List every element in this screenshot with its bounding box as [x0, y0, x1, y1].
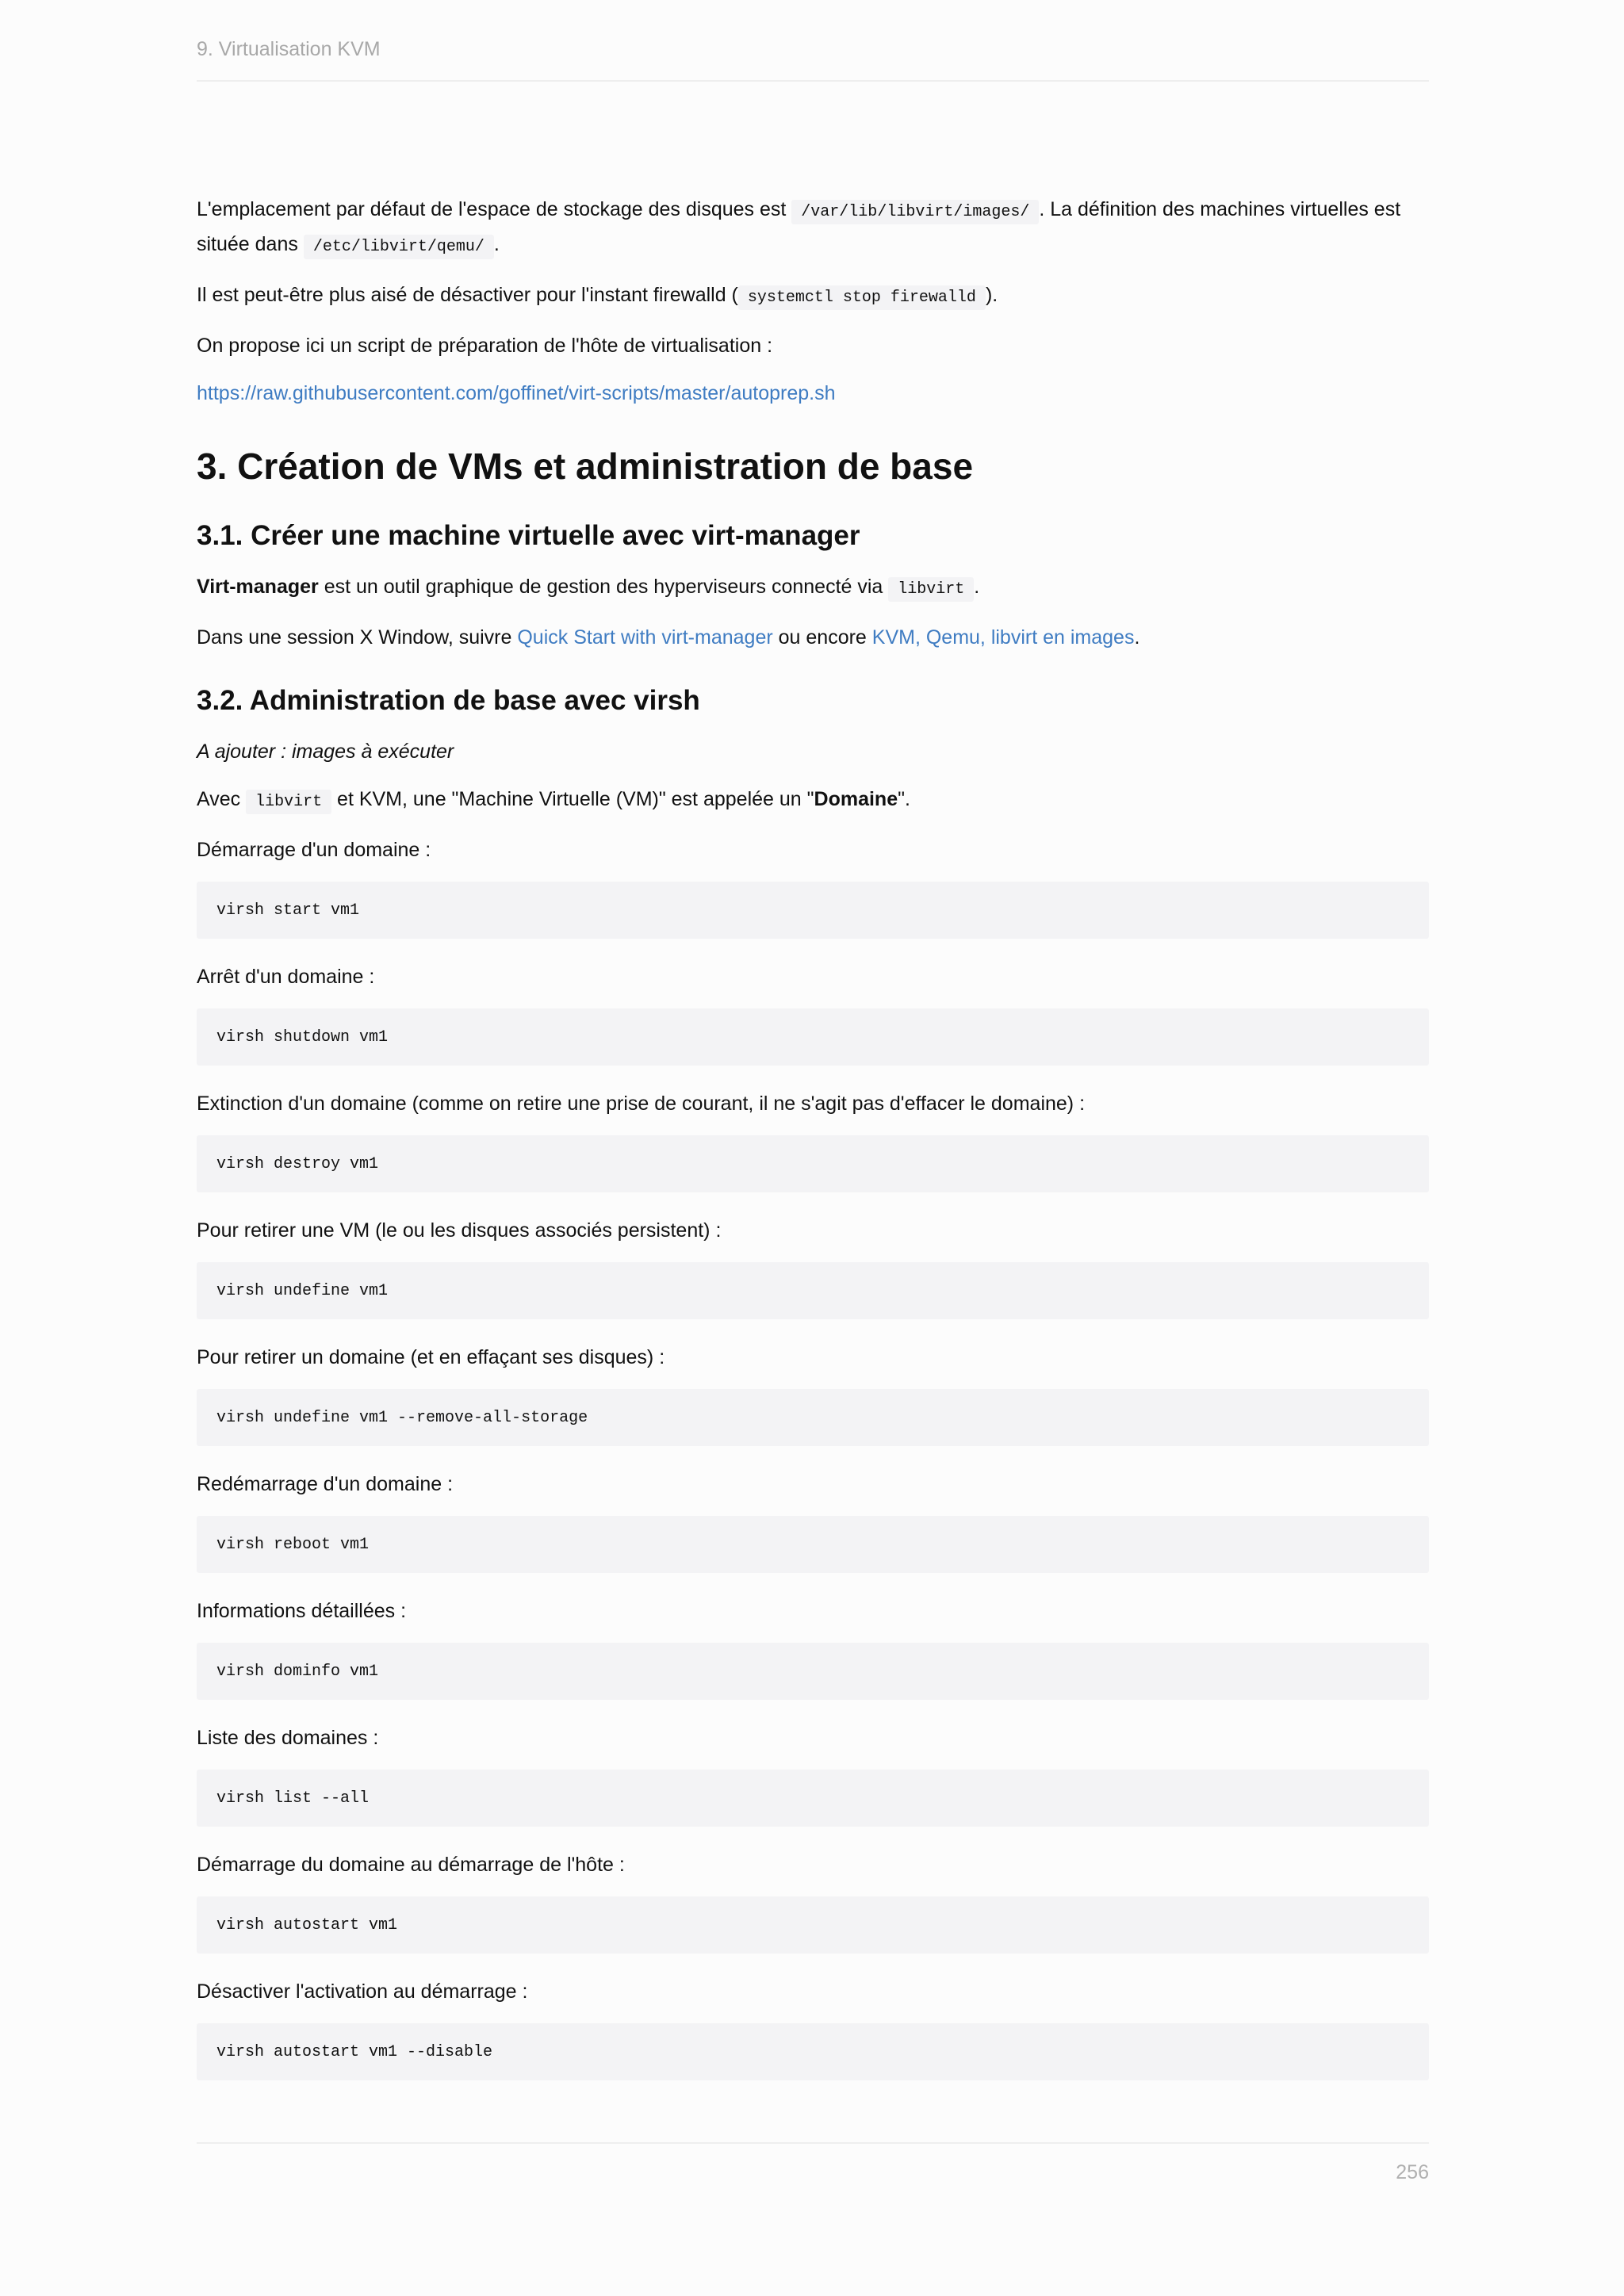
paragraph-storage-location: L'emplacement par défaut de l'espace de stockage des disques est /var/lib/libvirt/images/ . La définition des machines virtuelles est située dans /etc/libvirt/qemu/ . — [197, 193, 1429, 263]
paragraph-virt-manager: Virt-manager est un outil graphique de gestion des hyperviseurs connecté via libvirt . — [197, 571, 1429, 606]
code-text: virsh undefine vm1 --remove-all-storage — [216, 1408, 588, 1427]
kvm-qemu-libvirt-images-link[interactable]: KVM, Qemu, libvirt en images — [871, 626, 1135, 649]
code-block — [197, 1516, 1429, 1573]
code-block — [197, 1008, 1429, 1066]
command-label: Liste des domaines : — [197, 1727, 379, 1749]
code-text: virsh autostart vm1 — [216, 1915, 398, 1934]
section-heading-3-1: 3.1. Créer une machine virtuelle avec virt-manager — [197, 520, 860, 551]
code-block — [197, 1643, 1429, 1700]
command-label: Pour retirer une VM (le ou les disques associés persistent) : — [197, 1219, 722, 1242]
autoprep-script-link[interactable]: https://raw.githubusercontent.com/goffinet/virt-scripts/master/autoprep.sh — [197, 382, 836, 404]
inline-code-qemu-path: /etc/libvirt/qemu/ — [304, 235, 494, 259]
code-block — [197, 1896, 1429, 1954]
command-label: Désactiver l'activation au démarrage : — [197, 1980, 528, 2003]
code-block — [197, 1389, 1429, 1446]
paragraph-domaine-definition: Avec libvirt et KVM, une "Machine Virtuelle (VM)" est appelée un "Domaine". — [197, 783, 1429, 818]
command-label: Redémarrage d'un domaine : — [197, 1473, 454, 1495]
paragraph-script-intro: On propose ici un script de préparation de l'hôte de virtualisation : — [197, 335, 773, 357]
code-text: virsh reboot vm1 — [216, 1535, 370, 1554]
page-content — [197, 193, 1429, 2103]
paragraph-x-window: Dans une session X Window, suivre Quick Start with virt-manager ou encore KVM, Qemu, libvirt en images. — [197, 626, 1140, 649]
paragraph-script-link — [197, 377, 1429, 409]
code-block — [197, 1262, 1429, 1319]
paragraph-firewalld: Il est peut-être plus aisé de désactiver pour l'instant firewalld ( systemctl stop firewalld ). — [197, 279, 1429, 314]
inline-code-libvirt: libvirt — [246, 790, 331, 814]
quick-start-link[interactable]: Quick Start with virt-manager — [517, 626, 773, 649]
section-heading-3-2: 3.2. Administration de base avec virsh — [197, 685, 700, 716]
command-label: Extinction d'un domaine (comme on retire une prise de courant, il ne s'agit pas d'effacer le domaine) : — [197, 1093, 1086, 1115]
code-text: virsh start vm1 — [216, 901, 360, 920]
footer-divider — [197, 2142, 1429, 2144]
code-text: virsh dominfo vm1 — [216, 1662, 379, 1681]
code-text: virsh undefine vm1 — [216, 1281, 389, 1300]
paragraph-todo-note: A ajouter : images à exécuter — [197, 740, 454, 763]
command-label: Arrêt d'un domaine : — [197, 966, 375, 988]
code-text: virsh list --all — [216, 1789, 370, 1808]
code-block — [197, 1135, 1429, 1192]
code-text: virsh shutdown vm1 — [216, 1027, 389, 1047]
section-heading-3: 3. Création de VMs et administration de base — [197, 446, 974, 487]
inline-code-libvirt: libvirt — [888, 577, 974, 602]
command-label: Informations détaillées : — [197, 1600, 407, 1622]
command-label: Démarrage d'un domaine : — [197, 839, 431, 861]
code-block — [197, 1770, 1429, 1827]
inline-code-images-path: /var/lib/libvirt/images/ — [791, 200, 1039, 224]
command-label: Démarrage du domaine au démarrage de l'hôte : — [197, 1854, 625, 1876]
code-block — [197, 2023, 1429, 2080]
header-divider — [197, 80, 1429, 82]
command-label: Pour retirer un domaine (et en effaçant ses disques) : — [197, 1346, 665, 1368]
code-block — [197, 882, 1429, 939]
page-number: 256 — [1396, 2161, 1429, 2183]
code-text: virsh autostart vm1 --disable — [216, 2042, 493, 2061]
inline-code-systemctl: systemctl stop firewalld — [738, 285, 986, 310]
code-text: virsh destroy vm1 — [216, 1154, 379, 1173]
running-header: 9. Virtualisation KVM — [197, 38, 381, 60]
